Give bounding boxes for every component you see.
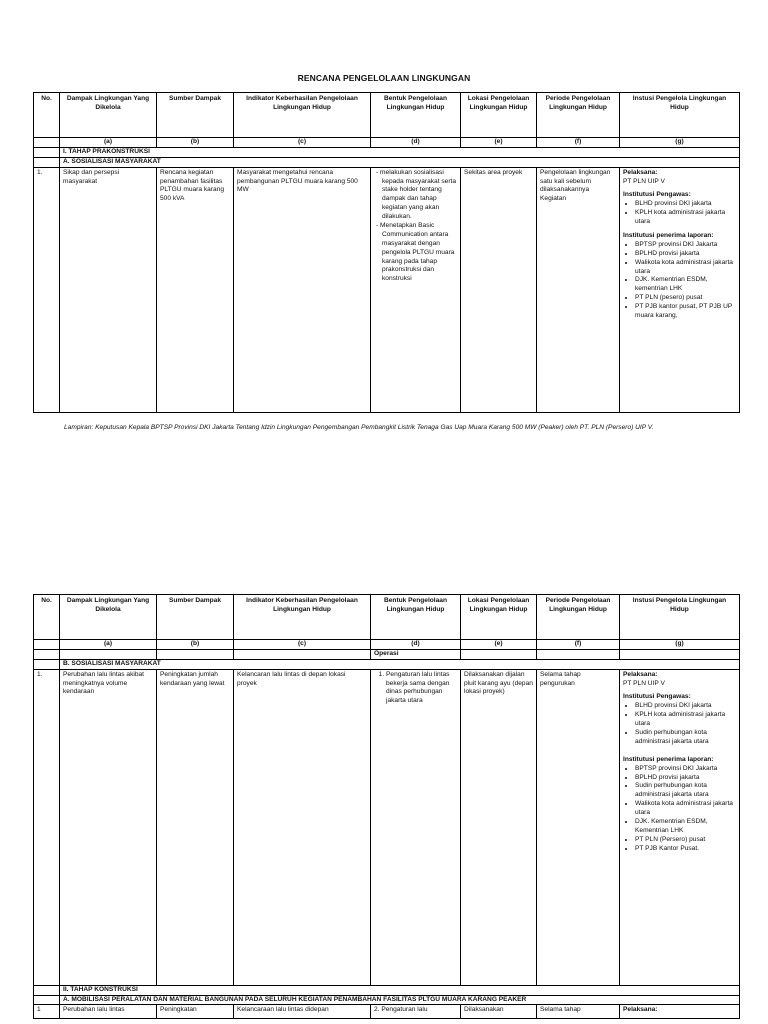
operasi-label: Operasi (371, 649, 461, 659)
table-row (34, 167, 740, 412)
table-row (34, 669, 740, 985)
list-item: • BPTSP provinsi DKI Jakarta (635, 765, 736, 774)
pelaksana-value: PT PLN UIP V (623, 679, 665, 687)
letter-blank (34, 138, 60, 148)
section-blank (34, 659, 60, 669)
header-lokasi: Lokasi Pengelolaan Lingkungan Hidup (461, 93, 537, 138)
letter-blank (34, 640, 60, 650)
list-item: 1. Pengaturan lalu lintas bekerja sama dengan dinas perhubungan jakarta utara (386, 671, 457, 707)
section-blank (34, 147, 60, 157)
list-item: • Walikota kota administrasi jakarta utara (635, 800, 736, 818)
cell-institusi (620, 669, 740, 985)
cell-periode: Selama tahap (537, 1005, 620, 1019)
list-item: • Walikota kota administrasi jakarta utara (635, 259, 736, 277)
list-item: • PT PJB kantor pusat, PT PJB UP muara karang, (635, 303, 736, 321)
penerima-label: Institutusi penerima laporan: (623, 755, 714, 763)
blank-cell (234, 649, 371, 659)
section-row (34, 659, 740, 669)
section-title: I. TAHAP PRAKONSTRUKSI (60, 147, 740, 157)
letter-a: (a) (60, 138, 157, 148)
cell-bentuk: 2. Pengaturan lalu (371, 1005, 461, 1019)
list-item: • PT PLN (pesero) pusat (635, 294, 736, 303)
header-bentuk: Bentuk Pengelolaan Lingkungan Hidup (371, 93, 461, 138)
page-title: RENCANA PENGELOLAAN LINGKUNGAN (297, 73, 471, 83)
blank-cell (620, 649, 740, 659)
cell-institusi (620, 167, 740, 412)
header-row (34, 595, 740, 640)
header-dampak: Dampak Lingkungan Yang Dikelola (60, 93, 157, 138)
cell-periode: Selama tahap pengurukan (537, 669, 620, 985)
letter-f: (f) (537, 640, 620, 650)
section-blank (34, 985, 60, 995)
header-institusi: Instusi Pengelola Lingkungan Hidup (620, 93, 740, 138)
penerima-label: Institutusi penerima laporan: (623, 232, 714, 240)
pengawas-label: Institutusi Pengawas: (623, 693, 691, 701)
cell-no: 1. (34, 167, 60, 412)
operasi-row (34, 649, 740, 659)
table-row (34, 1005, 740, 1019)
cell-no: 1 (34, 1005, 60, 1019)
blank-cell (461, 649, 537, 659)
blank-cell (157, 649, 234, 659)
section-blank (34, 157, 60, 167)
header-lokasi: Lokasi Pengelolaan Lingkungan Hidup (461, 595, 537, 640)
cell-dampak: Perubahan lalu lintas akibat meningkatnya volume kendaraan (60, 669, 157, 985)
section-row (34, 157, 740, 167)
list-item: • Sudin perhubungan kota administrasi jakarta utara (635, 782, 736, 800)
cell-lokasi: Sekitas area proyek (461, 167, 537, 412)
header-indikator: Indikator Keberhasilan Pengelolaan Lingkungan Hidup (234, 595, 371, 640)
cell-indikator: Kelancaran lalu lintas di depan lokasi proyek (234, 669, 371, 985)
letter-c: (c) (234, 138, 371, 148)
cell-periode: Pengelolaan lingkungan satu kali sebelum dilaksanakannya Kegiatan (537, 167, 620, 412)
section-title: B. SOSIALISASI MASYARAKAT (60, 659, 740, 669)
cell-bentuk (371, 669, 461, 985)
header-bentuk: Bentuk Pengelolaan Lingkungan Hidup (371, 595, 461, 640)
letter-row (34, 138, 740, 148)
section-title: A. SOSIALISASI MASYARAKAT (60, 157, 740, 167)
blank-cell (537, 649, 620, 659)
section-row (34, 985, 740, 995)
cell-bentuk (371, 167, 461, 412)
list-item: • Sudin perhubungan kota administrasi jakarta utara (635, 729, 736, 747)
cell-no: 1. (34, 669, 60, 985)
list-item: • DJK. Kementrian ESDM, kementrian LHK (635, 276, 736, 294)
list-item: • BLHD provinsi DKI jakarta (635, 702, 736, 711)
pelaksana-label: Pelaksana: (623, 168, 658, 176)
list-item: • PT PLN (Persero) pusat (635, 836, 736, 845)
cell-dampak: Perubahan lalu lintas (60, 1005, 157, 1019)
list-item: • KPLH kota administrasi jakarta utara (635, 711, 736, 729)
list-item: • BLHD provinsi DKI jakarta (635, 200, 736, 209)
letter-b: (b) (157, 138, 234, 148)
list-item: • BPLHD provisi jakarta (635, 774, 736, 783)
cell-lokasi: Dilaksanakan (461, 1005, 537, 1019)
lampiran-caption: Lampiran: Keputusan Kepala BPTSP Provinsi DKI Jakarta Tentang Idzin Lingkungan Pengembangan Pembangkit Listrik Tenaga Gas Uap Muara Karang 500 MW (Peaker) oleh PT. PLN (Persero) UIP V. (64, 424, 654, 431)
list-item: • PT PJB Kantor Pusat. (635, 845, 736, 854)
letter-g: (g) (620, 640, 740, 650)
header-institusi: Instusi Pengelola Lingkungan Hidup (620, 595, 740, 640)
letter-c: (c) (234, 640, 371, 650)
letter-e: (e) (461, 640, 537, 650)
letter-e: (e) (461, 138, 537, 148)
list-item: • BPLHD provisi jakarta (635, 250, 736, 259)
header-periode: Periode Pengelolaan Lingkungan Hidup (537, 595, 620, 640)
list-item: - Menetapkan Basic Communication antara masyarakat dengan pengelola PLTGU muara karang pada tahap prakonstruksi dan konstruksi (382, 222, 457, 284)
letter-a: (a) (60, 640, 157, 650)
letter-d: (d) (371, 640, 461, 650)
header-sumber: Sumber Dampak (157, 595, 234, 640)
section-row (34, 147, 740, 157)
pelaksana-label: Pelaksana: (623, 670, 658, 678)
pengawas-label: Institutusi Pengawas: (623, 191, 691, 199)
cell-sumber: Rencana kegiatan penambahan fasilitas PLTGU muara karang 500 kVA (157, 167, 234, 412)
cell-indikator: Kelancaraan lalu lintas didepan (234, 1005, 371, 1019)
letter-g: (g) (620, 138, 740, 148)
list-item: - melakukan sosialisasi kepada masyarakat serta stake holder tentang dampak dan tahap kegiatan yang akan dilakukan. (382, 169, 457, 222)
header-sumber: Sumber Dampak (157, 93, 234, 138)
letter-d: (d) (371, 138, 461, 148)
letter-f: (f) (537, 138, 620, 148)
letter-row (34, 640, 740, 650)
letter-b: (b) (157, 640, 234, 650)
header-no: No. (34, 595, 60, 640)
section-blank (34, 995, 60, 1005)
cell-lokasi: Dilaksanakan dijalan pluit karang ayu (depan lokasi proyek) (461, 669, 537, 985)
rpl-table-1 (33, 92, 740, 413)
section-row (34, 995, 740, 1005)
header-periode: Periode Pengelolaan Lingkungan Hidup (537, 93, 620, 138)
pelaksana-value: PT PLN UIP V (623, 177, 665, 185)
header-indikator: Indikator Keberhasilan Pengelolaan Lingkungan Hidup (234, 93, 371, 138)
list-item: • BPTSP provinsi DKI Jakarta (635, 241, 736, 250)
list-item: • KPLH kota administrasi jakarta utara (635, 209, 736, 227)
cell-indikator: Masyarakat mengetahui rencana pembangunan PLTGU muara karang 500 MW (234, 167, 371, 412)
cell-sumber: Peningkatan (157, 1005, 234, 1019)
cell-sumber: Peningkatan jumlah kendaraan yang lewat (157, 669, 234, 985)
section-title: A. MOBILISASI PERALATAN DAN MATERIAL BANGUNAN PADA SELURUH KEGIATAN PENAMBAHAN FASILITAS PLTGU MUARA KARANG PEAKER (60, 995, 740, 1005)
blank-cell (60, 649, 157, 659)
header-no: No. (34, 93, 60, 138)
list-item: • DJK. Kementrian ESDM, Kementrian LHK (635, 818, 736, 836)
rpl-table-2 (33, 594, 740, 1019)
header-row (34, 93, 740, 138)
blank-cell (34, 649, 60, 659)
header-dampak: Dampak Lingkungan Yang Dikelola (60, 595, 157, 640)
cell-institusi: Pelaksana: (620, 1005, 740, 1019)
cell-dampak: Sikap dan persepsi masyarakat (60, 167, 157, 412)
section-title: II. TAHAP KONSTRUKSI (60, 985, 740, 995)
